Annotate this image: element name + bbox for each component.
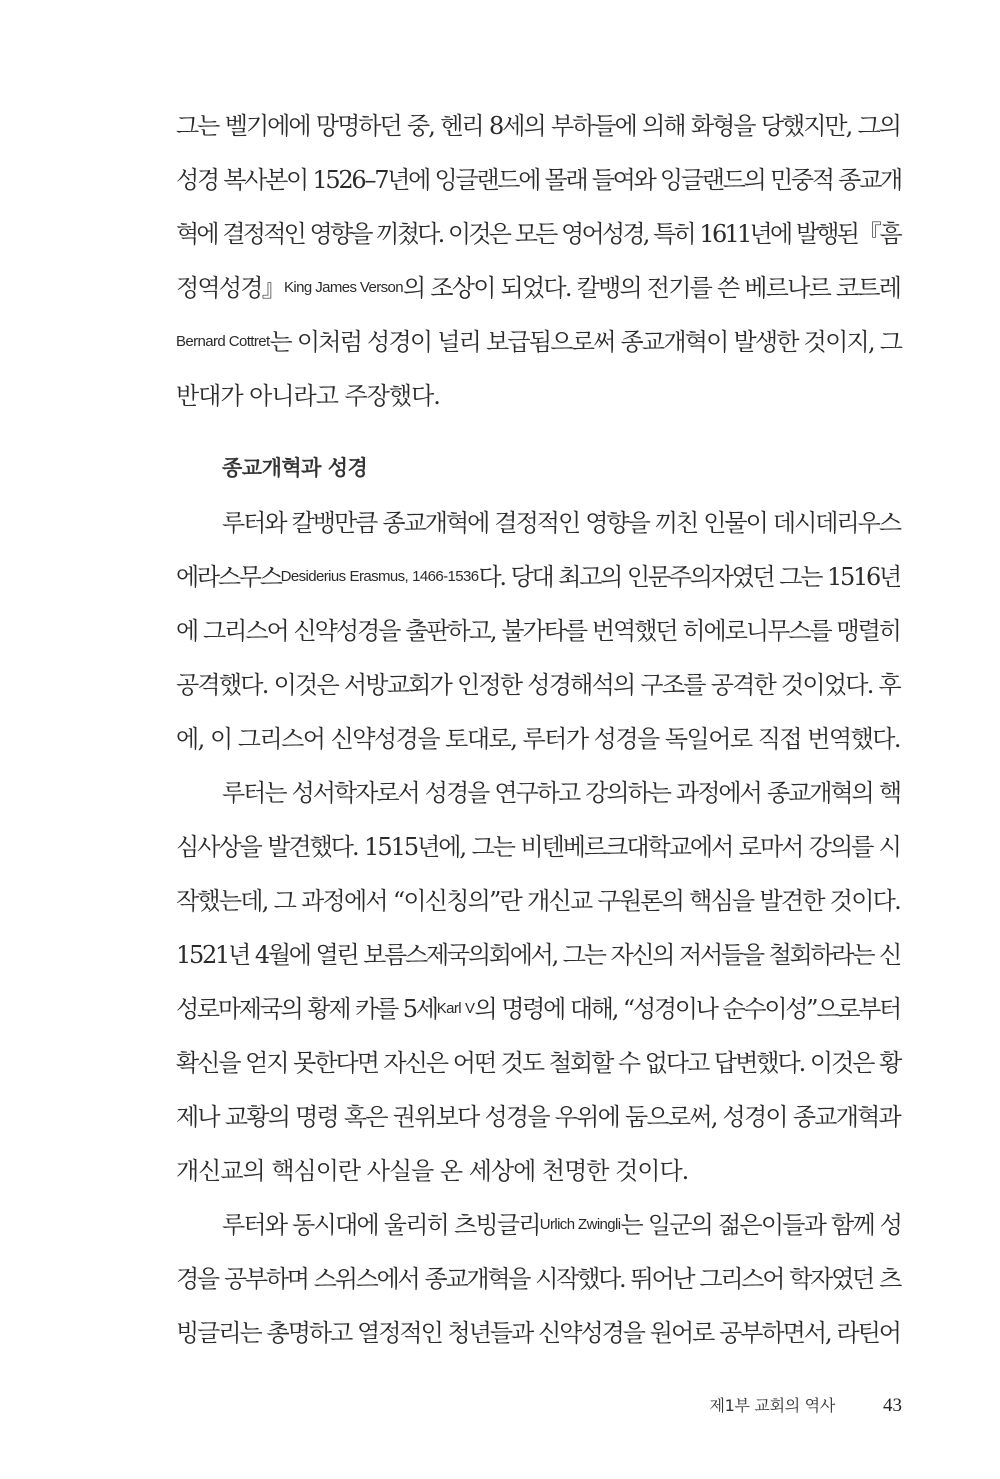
text-line: 성경 복사본이 1526–7년에 잉글랜드에 몰래 들여와 잉글랜드의 민중적 종교개 xyxy=(176,166,901,194)
text-line xyxy=(176,550,900,604)
english-annotation: Bernard Cottret xyxy=(176,333,270,350)
running-footer-title: 제1부 교회의 역사 xyxy=(709,1396,835,1415)
text-line: 에 그리스어 신약성경을 출판하고, 불가타를 번역했던 히에로니무스를 맹렬히 xyxy=(176,617,900,645)
text-segment: 에라스무스 xyxy=(176,563,281,591)
page-footer xyxy=(709,1393,902,1417)
english-annotation: Karl V xyxy=(436,1000,475,1017)
text-line: 반대가 아니라고 주장했다. xyxy=(176,382,440,410)
text-segment: 루터와 동시대에 울리히 츠빙글리 xyxy=(222,1211,540,1239)
text-line xyxy=(176,982,900,1036)
text-line xyxy=(176,261,900,315)
text-line: 빙글리는 총명하고 열정적인 청년들과 신약성경을 원어로 공부하면서, 라틴어 xyxy=(176,1319,900,1347)
text-segment: 는 일군의 젊은이들과 함께 성 xyxy=(620,1211,902,1239)
text-line xyxy=(176,315,900,369)
text-line: 심사상을 발견했다. 1515년에, 그는 비텐베르크대학교에서 로마서 강의를 시 xyxy=(176,833,900,861)
english-annotation: King James Verson xyxy=(284,279,404,296)
text-line: 확신을 얻지 못한다면 자신은 어떤 것도 철회할 수 없다고 답변했다. 이것은 황 xyxy=(176,1049,901,1077)
text-line: 공격했다. 이것은 서방교회가 인정한 성경해석의 구조를 공격한 것이었다. 후 xyxy=(176,671,900,699)
text-line: 개신교의 핵심이란 사실을 온 세상에 천명한 것이다. xyxy=(176,1157,689,1185)
text-line: 루터와 칼뱅만큼 종교개혁에 결정적인 영향을 끼친 인물이 데시데리우스 xyxy=(222,509,900,537)
text-segment: 성로마제국의 황제 카를 5세 xyxy=(176,995,437,1023)
paragraph-1 xyxy=(176,99,900,423)
text-segment: 의 조상이 되었다. 칼뱅의 전기를 쓴 베르나르 코트레 xyxy=(403,274,901,302)
text-segment: 다. 당대 최고의 인문주의자였던 그는 1516년 xyxy=(478,563,900,591)
text-line: 제나 교황의 명령 혹은 권위보다 성경을 우위에 둠으로써, 성경이 종교개혁과 xyxy=(176,1103,900,1131)
text-line: 에, 이 그리스어 신약성경을 토대로, 루터가 성경을 독일어로 직접 번역했다. xyxy=(176,725,901,753)
text-line: 작했는데, 그 과정에서 “이신칭의”란 개신교 구원론의 핵심을 발견한 것이다. xyxy=(176,887,900,915)
text-line: 루터는 성서학자로서 성경을 연구하고 강의하는 과정에서 종교개혁의 핵 xyxy=(222,779,900,807)
paragraph-4 xyxy=(176,1198,900,1360)
english-annotation: Desiderius Erasmus, 1466-1536 xyxy=(280,568,479,585)
text-segment: 는 이처럼 성경이 널리 보급됨으로써 종교개혁이 발생한 것이지, 그 xyxy=(269,328,902,356)
text-line: 그는 벨기에에 망명하던 중, 헨리 8세의 부하들에 의해 화형을 당했지만, 그의 xyxy=(176,112,900,140)
text-segment: 정역성경』 xyxy=(176,274,284,302)
text-line: 1521년 4월에 열린 보름스제국의회에서, 그는 자신의 저서들을 철회하라는 신 xyxy=(176,941,900,969)
text-line: 혁에 결정적인 영향을 끼쳤다. 이것은 모든 영어성경, 특히 1611년에 발행된『흠 xyxy=(176,220,900,248)
english-annotation: Urlich Zwingli xyxy=(539,1216,621,1233)
paragraph-2 xyxy=(176,496,900,766)
text-line xyxy=(176,1198,900,1252)
text-segment: 의 명령에 대해, “성경이나 순수이성”으로부터 xyxy=(474,995,900,1023)
paragraph-3 xyxy=(176,766,900,1198)
page-number: 43 xyxy=(883,1395,902,1416)
section-heading: 종교개혁과 성경 xyxy=(222,456,368,480)
text-line: 경을 공부하며 스위스에서 종교개혁을 시작했다. 뛰어난 그리스어 학자였던 츠 xyxy=(176,1265,900,1293)
